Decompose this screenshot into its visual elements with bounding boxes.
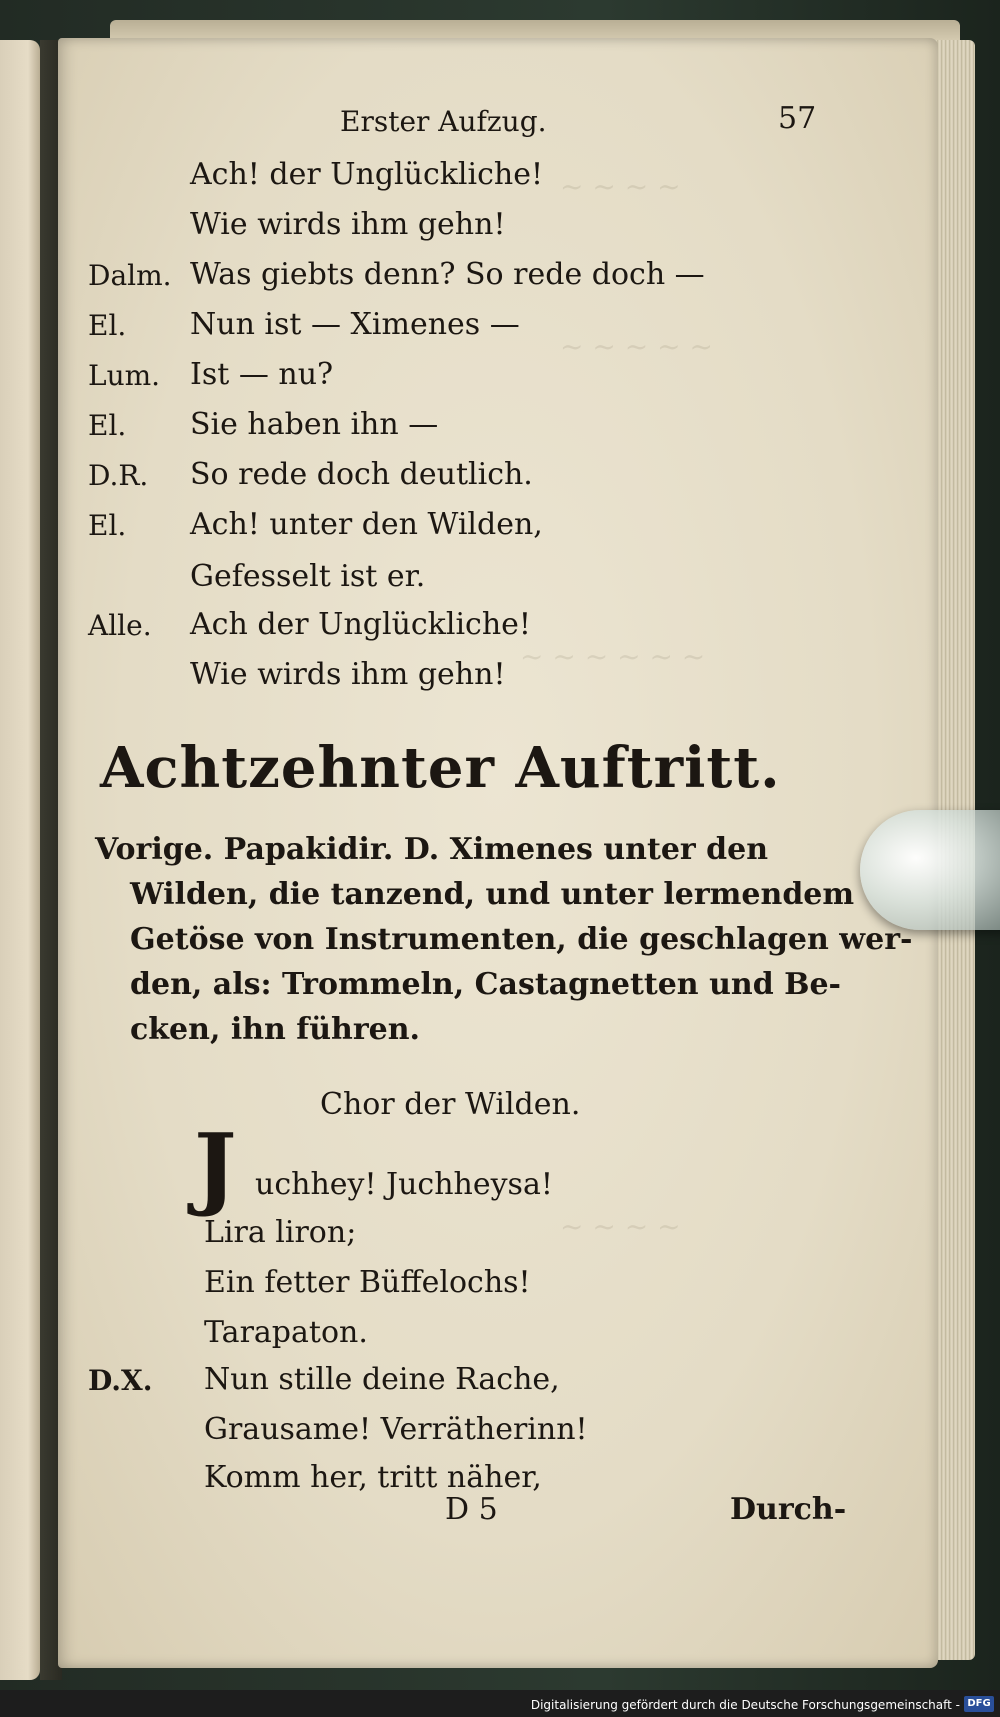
dialogue-line: Wie wirds ihm gehn! bbox=[190, 207, 506, 242]
dialogue-line: So rede doch deutlich. bbox=[190, 457, 533, 492]
stage-direction-line: den, als: Trommeln, Castagnetten und Be- bbox=[130, 967, 842, 1002]
speaker-label: Dalm. bbox=[88, 259, 172, 292]
dialogue-line: Komm her, tritt näher, bbox=[204, 1460, 542, 1495]
chorus-line: Lira liron; bbox=[204, 1215, 357, 1250]
dialogue-line: Ach! unter den Wilden, bbox=[190, 507, 543, 542]
digitization-credit: Digitalisierung gefördert durch die Deutsche Forschungsgemeinschaft - bbox=[530, 1698, 960, 1712]
stage-direction-line: Wilden, die tanzend, und unter lermendem bbox=[130, 877, 855, 912]
chorus-line: Tarapaton. bbox=[204, 1315, 368, 1350]
dialogue-line: Gefesselt ist er. bbox=[190, 559, 426, 594]
stage-direction-line: cken, ihn führen. bbox=[130, 1012, 420, 1047]
speaker-label: D.R. bbox=[88, 459, 149, 492]
chorus-line: uchhey! Juchheysa! bbox=[255, 1167, 553, 1202]
stage-direction-line: Vorige. Papakidir. D. Ximenes unter den bbox=[95, 832, 769, 867]
dfg-logo-icon: DFG bbox=[964, 1696, 994, 1712]
catchword: Durch- bbox=[730, 1492, 847, 1527]
speaker-label: Lum. bbox=[88, 359, 161, 392]
drop-cap-initial: J bbox=[194, 1114, 237, 1220]
chorus-heading: Chor der Wilden. bbox=[320, 1087, 581, 1122]
show-through-mark: ~ ~ ~ ~ bbox=[560, 1210, 681, 1243]
show-through-mark: ~ ~ ~ ~ ~ ~ bbox=[520, 640, 706, 673]
show-through-mark: ~ ~ ~ ~ bbox=[560, 170, 681, 203]
dialogue-line: Nun stille deine Rache, bbox=[204, 1362, 560, 1397]
speaker-label: El. bbox=[88, 409, 127, 442]
show-through-mark: ~ ~ ~ ~ ~ bbox=[560, 330, 713, 363]
dialogue-line: Sie haben ihn — bbox=[190, 407, 439, 442]
signature-mark: D 5 bbox=[445, 1492, 498, 1527]
dialogue-line: Grausame! Verrätherinn! bbox=[204, 1412, 588, 1447]
previous-page-edge bbox=[0, 40, 40, 1680]
dialogue-line: Ach der Unglückliche! bbox=[190, 607, 531, 642]
page-number: 57 bbox=[778, 101, 817, 136]
dialogue-line: Wie wirds ihm gehn! bbox=[190, 657, 506, 692]
glass-page-weight bbox=[860, 810, 1000, 930]
speaker-label: El. bbox=[88, 509, 127, 542]
running-head: Erster Aufzug. bbox=[340, 105, 547, 138]
stage-direction-line: Getöse von Instrumenten, die geschlagen wer- bbox=[130, 922, 913, 957]
speaker-label: El. bbox=[88, 309, 127, 342]
dialogue-line: Ach! der Unglückliche! bbox=[190, 157, 544, 192]
dialogue-line: Was giebts denn? So rede doch — bbox=[190, 257, 705, 292]
dialogue-line: Ist — nu? bbox=[190, 357, 334, 392]
speaker-label: D.X. bbox=[88, 1364, 153, 1397]
chorus-line: Ein fetter Büffelochs! bbox=[204, 1265, 531, 1300]
dialogue-line: Nun ist — Ximenes — bbox=[190, 307, 520, 342]
scene-title: Achtzehnter Auftritt. bbox=[100, 735, 781, 801]
speaker-label: Alle. bbox=[88, 609, 152, 642]
